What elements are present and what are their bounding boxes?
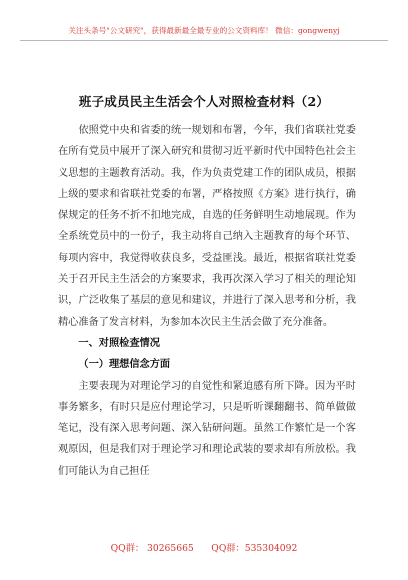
section-heading: 一、对照检查情况	[78, 336, 160, 349]
body-paragraph: 主要表现为对理论学习的自觉性和紧迫感有所下降。因为平时事务繁多，有时只是应付理论学习，只是听听课翻翻书、简单做做笔记，没有深入思考问题、深入钻研问题。虽然工作繁忙是一个客观原因，但是我们对于理论学习和理论武装的要求却有所放松。我们可能认为自己担任	[58, 380, 356, 477]
page-header	[20, 18, 388, 41]
document-body	[58, 120, 356, 482]
header-promo-text: 关注头条号"公文研究"，获得最新最全最专业的公文资料库！ 微信：gongwenyj	[68, 26, 340, 35]
page-footer: QQ群： 30265665 QQ群：535304092	[110, 543, 298, 554]
subsection-heading: （一）理想信念方面	[78, 358, 171, 371]
document-title: 班子成员民主生活会个人对照检查材料（2）	[78, 94, 330, 109]
intro-paragraph: 依照党中央和省委的统一规划和布署，今年，我们省联社党委在所有党员中展开了深入研究和贯彻习近平新时代中国特色社会主义思想的主题教育活动。我，作为负责党建工作的团队成员，根据上级的要求和省联社党委的布署，严格按照《方案》进行执行，确保规定的任务不折不扣地完成，自选的任务鲜明生动地展现。作为全系统党员中的一份子，我主动将自己纳入主题教育的每个环节、每项内容中，我觉得收获良多，受益匪浅。最近，根据省联社党委关于召开民主生活会的方案要求，我再次深入学习了相关的理论知识，广泛收集了基层的意见和建议，并进行了深入思考和分析，我精心准备了发言材料，为参加本次民主生活会做了充分准备。	[58, 125, 356, 328]
